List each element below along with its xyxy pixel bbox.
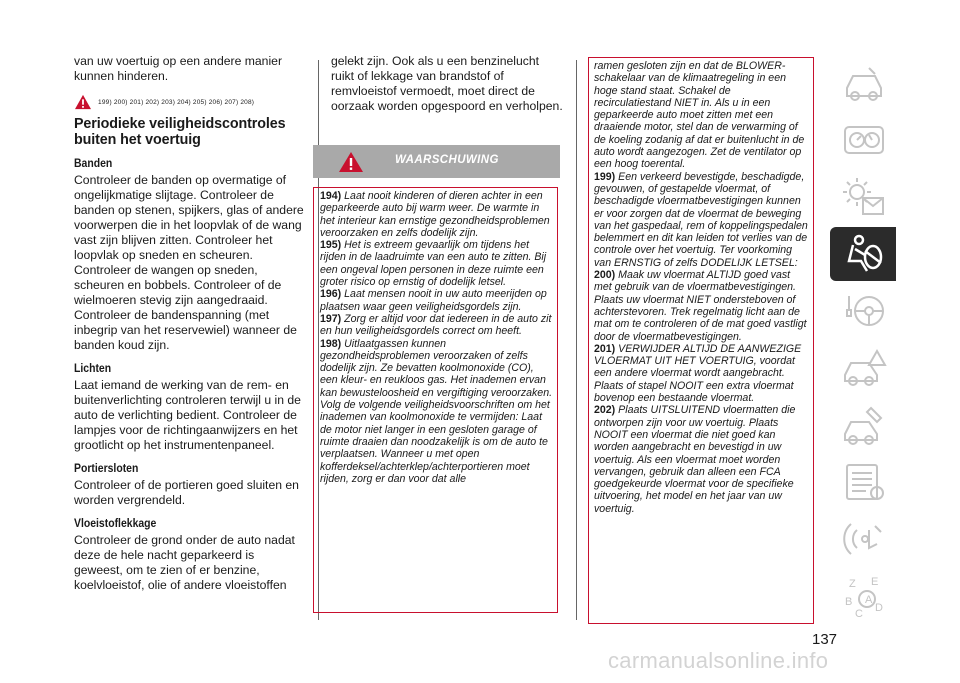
section-lichten [74,361,306,453]
warning-item: 194) Laat nooit kinderen of dieren achter in een geparkeerde auto bij warm weer. De warmte in het interieur kan ernstige gezondheidsproblemen veroorzaken en zelfs dodelijk zijn. [320,190,550,239]
intro-text: gelekt zijn. Ook als u een benzinelucht ruikt of lekkage van brandstof of remvloeistof vermoedt, moet direct de oorzaak worden opgespoord en verholpen. [331,54,563,113]
svg-text:B: B [845,596,853,608]
warning-item: 199) Een verkeerd bevestigde, beschadigde, gevouwen, of gestapelde vloermat, of beschadigde vloermatbevestigingen kunnen er voor zorgen dat de vloermat de beweging van het gaspedaal, rem of koppelingspedalen belemmert en dit kan leiden tot verlies van de controle over het voertuig. Ter voorkoming van ERNSTIG of zelfs DODELIJK LETSEL: [594,170,808,269]
dashboard-icon[interactable] [830,113,896,167]
warning-item: 200) Maak uw vloermat ALTIJD goed vast met gebruik van de vloermatbevestigingen. Plaats uw vloermat NIET ondersteboven of achterstevoren. Trek regelmatig licht aan de mat om te controleren of de mat goed vastligt door de vloermatbevestigingen. [594,269,807,343]
refs-text: 199) 200) 201) 202) 203) 204) 205) 206) 207) 208) [98,98,255,106]
middle-column [331,54,563,114]
index-icon[interactable] [830,569,896,623]
warning-continued-box [588,57,814,624]
multimedia-icon[interactable] [830,512,896,566]
paragraph: Controleer de grond onder de auto nadat deze de hele nacht geparkeerd is geweest, om te zien of er benzine, koelvloeistof, olie of andere vloeistoffen [74,533,295,592]
warning-triangle-icon [74,94,92,110]
subheading: Portiersloten [74,462,139,475]
warning-item: 201) VERWIJDER ALTIJD DE AANWEZIGE VLOERMAT UIT HET VOERTUIG, voordat een andere vloermat wordt aangebracht. Plaats of stapel NOOIT een extra vloermat bovenop een bestaande vloermat. [594,342,802,405]
paragraph: Controleer of de portieren goed sluiten en worden vergrendeld. [74,478,299,507]
car-overview-icon[interactable] [830,56,896,110]
warning-continued-text: ramen gesloten zijn en dat de BLOWER-schakelaar van de klimaatregeling in een hoge stand staat. Schakel de recirculatiestand NIET in. Als u in een geparkeerde auto moet zitten met een draaiende motor, stel dan de verwarming of de koeling zodanig af dat er buitenlucht in de auto wordt aangezogen. Zet de ventilator op een hoog toerental. [594,60,805,171]
svg-text:Z: Z [849,578,856,590]
warning-header [313,145,560,178]
section-portiersloten [74,461,306,508]
left-column [74,54,306,593]
safety-airbag-icon[interactable] [830,227,896,281]
section-vloeistoflekkage [74,516,306,593]
subheading: Vloeistoflekkage [74,517,157,530]
svg-text:E: E [871,576,879,588]
technical-data-icon[interactable] [830,455,896,509]
warning-label: WAARSCHUWING [395,154,499,166]
warning-box [313,145,560,615]
watermark: carmanualsonline.info [608,648,829,673]
column-divider [576,60,577,620]
warning-item: 195) Het is extreem gevaarlijk om tijdens het rijden in de laadruimte van een auto te zitten. Bij een ongeval lopen personen in deze ruimte een groter risico op ernstig of dodelijk letsel. [320,239,547,289]
warning-item: 196) Laat mensen nooit in uw auto meerijden op plaatsen waar geen veiligheidsgordels zijn. [320,288,547,313]
warning-item: 198) Uitlaatgassen kunnen gezondheidsproblemen veroorzaken of zelfs dodelijk zijn. Ze bevatten koolmonoxide (CO), een kleur- en reukloos gas. Het inademen ervan kan bewusteloosheid en vergiftiging veroorzaken. Volg de volgende veiligheidsvoorschriften om het inademen van koolmonoxide te vermijden: Laat de motor niet langer in een gesloten garage of ruimte draaien dan noodzakelijk is om de auto te verplaatsen. Wanneer u met open kofferdeksel/achterklep/achterportieren moet rijden, zorg er dan voor dat alle [320,337,553,485]
page-number: 137 [812,631,838,648]
svg-text:A: A [865,594,873,606]
warning-body [313,187,558,613]
paragraph: Controleer de banden op overmatige of ongelijkmatige slijtage. Controleer de banden op stenen, spijkers, glas of andere voorwerpen die in het loopvlak of de wang vast zijn blijven zitten. Controleer het loopvlak op sneden en scheuren. Controleer de wangen op sneden, scheuren en bobbels. Controleer of de wielmoeren stevig zijn aangedraaid. Controleer de bandenspanning (met inbegrip van het reservewiel) wanneer de banden koud zijn. [74,173,304,352]
starting-driving-icon[interactable] [830,284,896,338]
lights-warning-icon[interactable] [830,170,896,224]
section-heading: Periodieke veiligheidscontroles buiten het voertuig [74,116,286,148]
warning-refs [74,94,306,110]
emergency-icon[interactable] [830,341,896,395]
warning-item: 197) Zorg er altijd voor dat iedereen in de auto zit en hun veiligheidsgordels correct om heeft. [320,312,552,338]
svg-text:C: C [855,608,863,619]
svg-text:D: D [875,602,883,614]
intro-text: van uw voertuig op een andere manier kunnen hinderen. [74,54,282,83]
subheading: Lichten [74,362,112,375]
maintenance-icon[interactable] [830,398,896,452]
subheading: Banden [74,157,113,170]
warning-triangle-icon [338,151,364,173]
paragraph: Laat iemand de werking van de rem- en buitenverlichting controleren terwijl u in de auto de verlichting bedient. Controleer de lampjes voor de richtingaanwijzers en het grootlicht op het instrumentenpaneel. [74,378,301,452]
warning-item: 202) Plaats UITSLUITEND vloermatten die ontworpen zijn voor uw voertuig. Plaats NOOIT een vloermat die niet goed kan worden aangebracht en bevestigd in uw voertuig. Als een vloermat moet worden vervangen, gebruik dan alleen een FCA goedgekeurde vloermat voor de specifieke uitvoering, het model en het jaar van uw voertuig. [594,404,796,515]
section-banden [74,156,306,353]
